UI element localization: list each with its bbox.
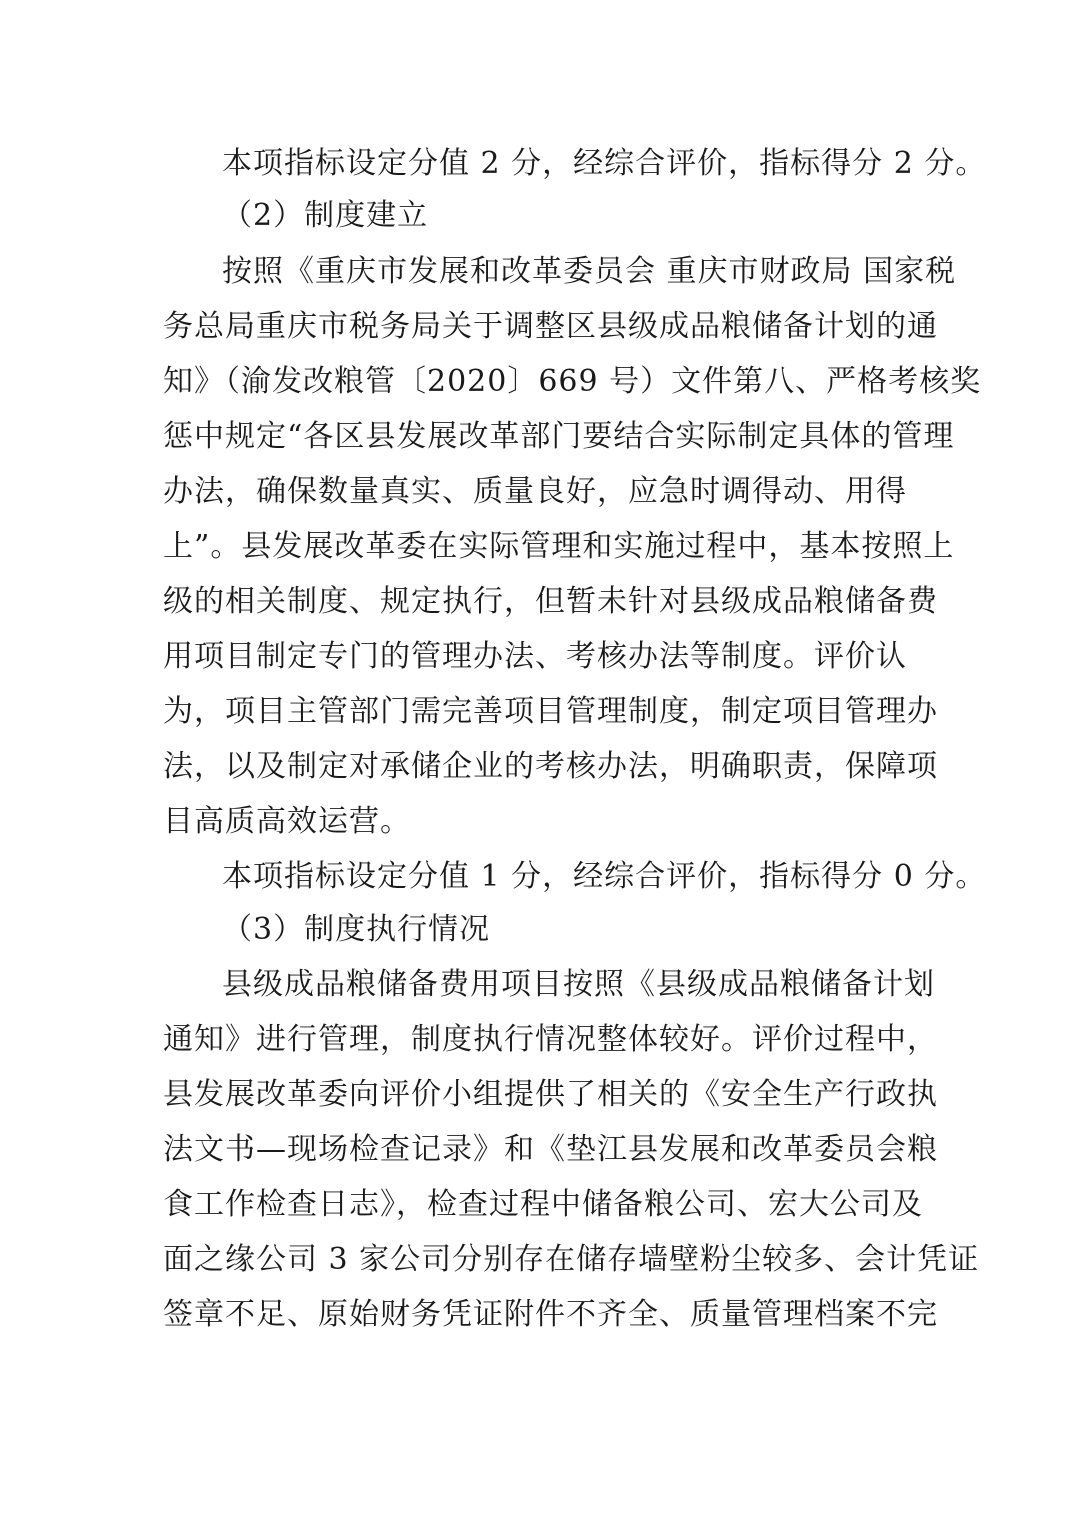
paragraph-line: 食工作检查日志》，检查过程中储备粮公司、宏大公司及 xyxy=(163,1187,923,1222)
paragraph-line: 上”。县发展改革委在实际管理和实施过程中，基本按照上 xyxy=(163,529,955,564)
paragraph-line: 办法，确保数量真实、质量良好，应急时调得动、用得 xyxy=(163,474,907,509)
paragraph-line: 法，以及制定对承储企业的考核办法，明确职责，保障项 xyxy=(163,749,938,784)
paragraph-line: 县级成品粮储备费用项目按照《县级成品粮储备计划 xyxy=(222,967,935,1002)
paragraph-line: 面之缘公司 3 家公司分别存在储存墙壁粉尘较多、会计凭证 xyxy=(163,1242,980,1277)
paragraph-line: 务总局重庆市税务局关于调整区县级成品粮储备计划的通 xyxy=(163,309,938,344)
paragraph-line: 知》（渝发改粮管〔2020〕669 号）文件第八、严格考核奖 xyxy=(163,364,982,399)
score-line-1: 本项指标设定分值 2 分，经综合评价，指标得分 2 分。 xyxy=(222,146,987,181)
paragraph-line: 级的相关制度、规定执行，但暂未针对县级成品粮储备费 xyxy=(163,584,938,619)
paragraph-line: 惩中规定“各区县发展改革部门要结合实际制定具体的管理 xyxy=(163,419,955,454)
score-line-2: 本项指标设定分值 1 分，经综合评价，指标得分 0 分。 xyxy=(222,859,987,894)
paragraph-line: 法文书—现场检查记录》和《垫江县发展和改革委员会粮 xyxy=(163,1132,938,1167)
paragraph-line: 为，项目主管部门需完善项目管理制度，制定项目管理办 xyxy=(163,694,938,729)
paragraph-line: 用项目制定专门的管理办法、考核办法等制度。评价认 xyxy=(163,639,907,674)
paragraph-line: 按照《重庆市发展和改革委员会 重庆市财政局 国家税 xyxy=(222,254,957,289)
paragraph-line: 通知》进行管理，制度执行情况整体较好。评价过程中， xyxy=(163,1022,938,1057)
section-heading-system-establishment: （2）制度建立 xyxy=(222,198,429,233)
paragraph-line: 县发展改革委向评价小组提供了相关的《安全生产行政执 xyxy=(163,1077,938,1112)
paragraph-line: 目高质高效运营。 xyxy=(163,804,411,839)
paragraph-line: 签章不足、原始财务凭证附件不齐全、质量管理档案不完 xyxy=(163,1297,938,1332)
section-heading-system-execution: （3）制度执行情况 xyxy=(222,912,491,947)
